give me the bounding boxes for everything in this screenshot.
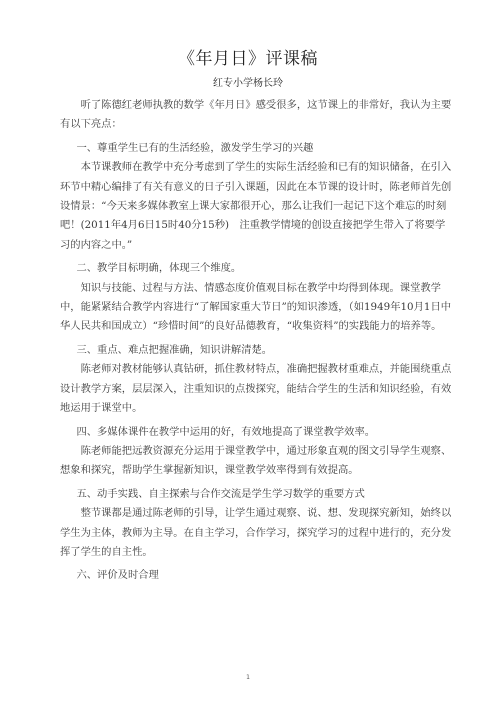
section-paragraph-4: 陈老师能把远教资源充分运用于课堂教学中，通过形象直观的图文引导学生观察、想象和探究，帮助学生掌握新知识，课堂教学效率得到有效提高。 xyxy=(60,444,452,477)
document-body xyxy=(60,96,452,586)
page-number: 1 xyxy=(246,674,250,681)
section-heading-4: 四、多媒体课件在教学中运用的好，有效地提高了课堂教学效率。 xyxy=(76,425,376,438)
author-line: 红专小学杨长玲 xyxy=(213,78,283,89)
section-paragraph-5: 整节课都是通过陈老师的引导，让学生通过观察、说、想、发现探究新知，始终以学生为主体，教师为主导。在自主学习，合作学习，探究学习的过程中进行的，充分发挥了学生的自主性。 xyxy=(60,507,452,558)
section-heading-1: 一、尊重学生已有的生活经验，激发学生学习的兴趣 xyxy=(76,141,314,154)
section-paragraph-1: 本节课教师在教学中充分考虑到了学生的实际生活经验和已有的知识储备，在引入环节中精心编排了有关有意义的日子引入课题，因此在本节课的设计时，陈老师首先创设情景：“今天来多媒体教室上课大家都很开心，那么让我们一起记下这个难忘的时刻吧！(2011年4月6日15时40分15秒) 注重教学情境的创设直接把学生带入了将要学习的内容之中。” xyxy=(60,161,452,251)
section-heading-2: 二、教学目标明确，体现三个维度。 xyxy=(76,262,242,275)
section-heading-3: 三、重点、难点把握准确，知识讲解清楚。 xyxy=(76,343,273,356)
section-heading-5: 五、动手实践、自主探索与合作交流是学生学习数学的重要方式 xyxy=(76,487,365,500)
section-heading-6: 六、评价及时合理 xyxy=(76,569,159,582)
intro-paragraph: 听了陈德红老师执教的数学《年月日》感受很多，这节课上的非常好，我认为主要有以下亮点： xyxy=(60,99,452,131)
section-paragraph-2: 知识与技能、过程与方法、情感态度价值观目标在教学中均得到体现。课堂教学中，能紧紧结合教学内容进行“了解国家重大节日”的知识渗透，（如1949年10月1日中华人民共和国成立）“珍惜时间”的良好品德教育，“收集资料”的实践能力的培养等。 xyxy=(60,281,452,333)
section-paragraph-3: 陈老师对教材能够认真钻研，抓住教材特点，准确把握教材重难点，并能围绕重点设计教学方案，层层深入，注重知识的点拨探究，能结合学生的生活和知识经验，有效地运用于课堂中。 xyxy=(60,363,452,415)
document-title: 《年月日》评课稿 xyxy=(178,49,318,69)
